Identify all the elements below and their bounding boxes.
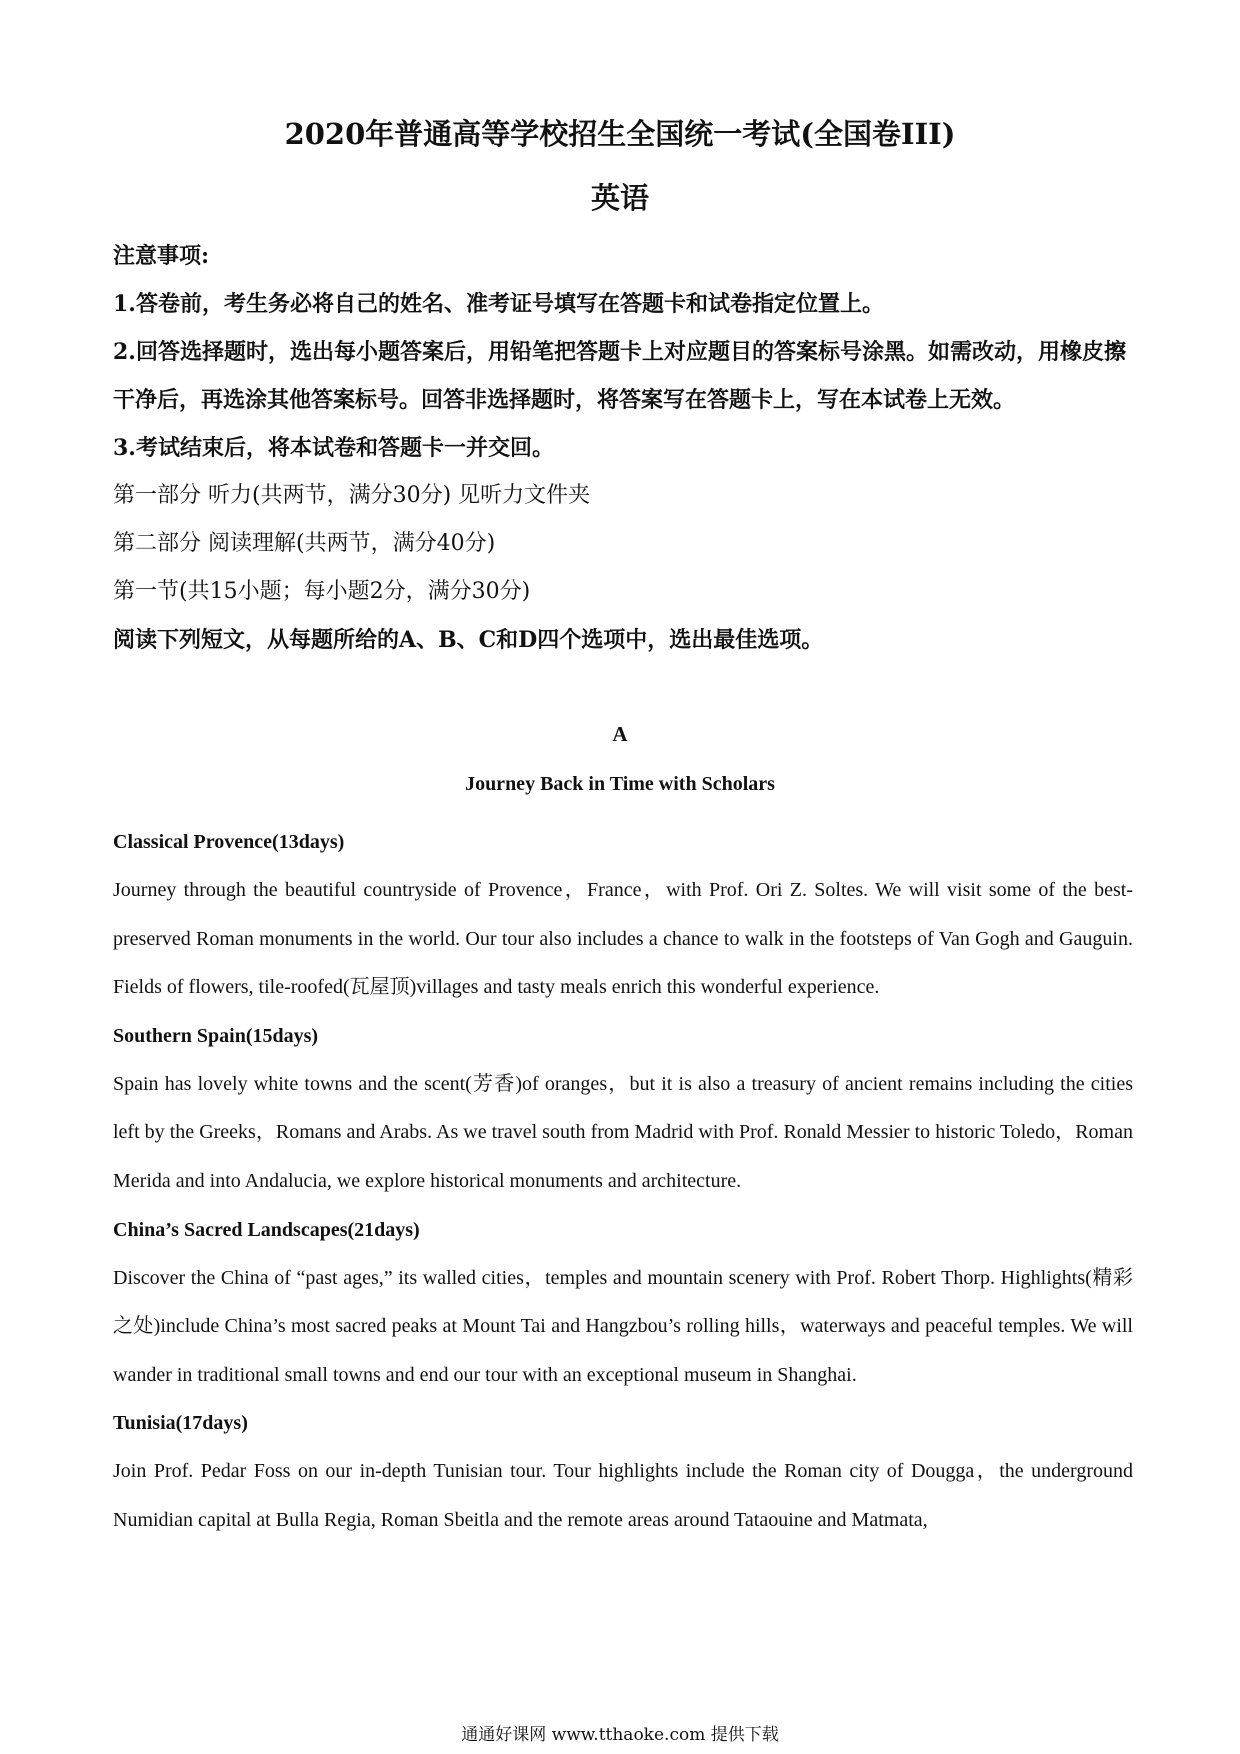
reading-instruction: 阅读下列短文，从每题所给的A、B、C和D四个选项中，选出最佳选项。 xyxy=(113,627,824,653)
passage-body xyxy=(113,818,1133,1545)
notes-item-3: 3.考试结束后，将本试卷和答题卡一并交回。 xyxy=(113,435,554,461)
section-1-heading: 第一节(共15小题；每小题2分，满分30分) xyxy=(113,579,531,604)
passage-letter: A xyxy=(612,722,628,746)
tour-description: Spain has lovely white towns and the scent(芳香)of oranges，but it is also a treasury of ancient remains including the cities left by the Greeks，Romans and Arabs. As we travel south from Madrid with Prof. Ronald Messier to historic Toledo，Roman Merida and into Andalucia, we explore historical monuments and architecture. xyxy=(113,1072,1133,1192)
exam-notes xyxy=(113,232,1133,664)
subject-title: 英语 xyxy=(590,181,649,215)
part-1-heading: 第一部分 听力(共两节，满分30分) 见听力文件夹 xyxy=(113,483,591,508)
tour-name: Southern Spain(15days) xyxy=(113,1024,319,1047)
notes-heading: 注意事项: xyxy=(113,243,210,269)
page-footer: 通通好课网 www.tthaoke.com 提供下载 xyxy=(461,1725,779,1745)
tour-name: Classical Provence(13days) xyxy=(113,831,345,853)
tour-name: China’s Sacred Landscapes(21days) xyxy=(113,1218,420,1241)
passage-title: Journey Back in Time with Scholars xyxy=(465,773,775,795)
tour-description: Discover the China of “past ages,” its walled cities，temples and mountain scenery with Prof. Robert Thorp. Highlights(精彩之处)include China’s most sacred peaks at Mount Tai and Hangzbou’s rolling hills，waterways and peaceful temples. We will wander in traditional small towns and end our tour with an exceptional museum in Shanghai. xyxy=(113,1266,1133,1386)
exam-title: 2020年普通高等学校招生全国统一考试(全国卷III) xyxy=(284,117,956,151)
notes-item-2: 2.回答选择题时，选出每小题答案后，用铅笔把答题卡上对应题目的答案标号涂黑。如需改动，用橡皮擦干净后，再选涂其他答案标号。回答非选择题时，将答案写在答题卡上，写在本试卷上无效。 xyxy=(113,339,1126,413)
part-2-heading: 第二部分 阅读理解(共两节，满分40分) xyxy=(113,531,496,556)
tour-description: Join Prof. Pedar Foss on our in-depth Tunisian tour. Tour highlights include the Roman city of Dougga，the underground Numidian capital at Bulla Regia, Roman Sbeitla and the remote areas around Tataouine and Matmata, xyxy=(113,1460,1133,1531)
tour-description: Journey through the beautiful countryside of Provence，France，with Prof. Ori Z. Soltes. We will visit some of the best-preserved Roman monuments in the world. Our tour also includes a chance to walk in the footsteps of Van Gogh and Gauguin. Fields of flowers, tile-roofed(瓦屋顶)villages and tasty meals enrich this wonderful experience. xyxy=(113,879,1133,999)
tour-name: Tunisia(17days) xyxy=(113,1412,248,1435)
notes-item-1: 1.答卷前，考生务必将自己的姓名、准考证号填写在答题卡和试卷指定位置上。 xyxy=(113,291,884,317)
